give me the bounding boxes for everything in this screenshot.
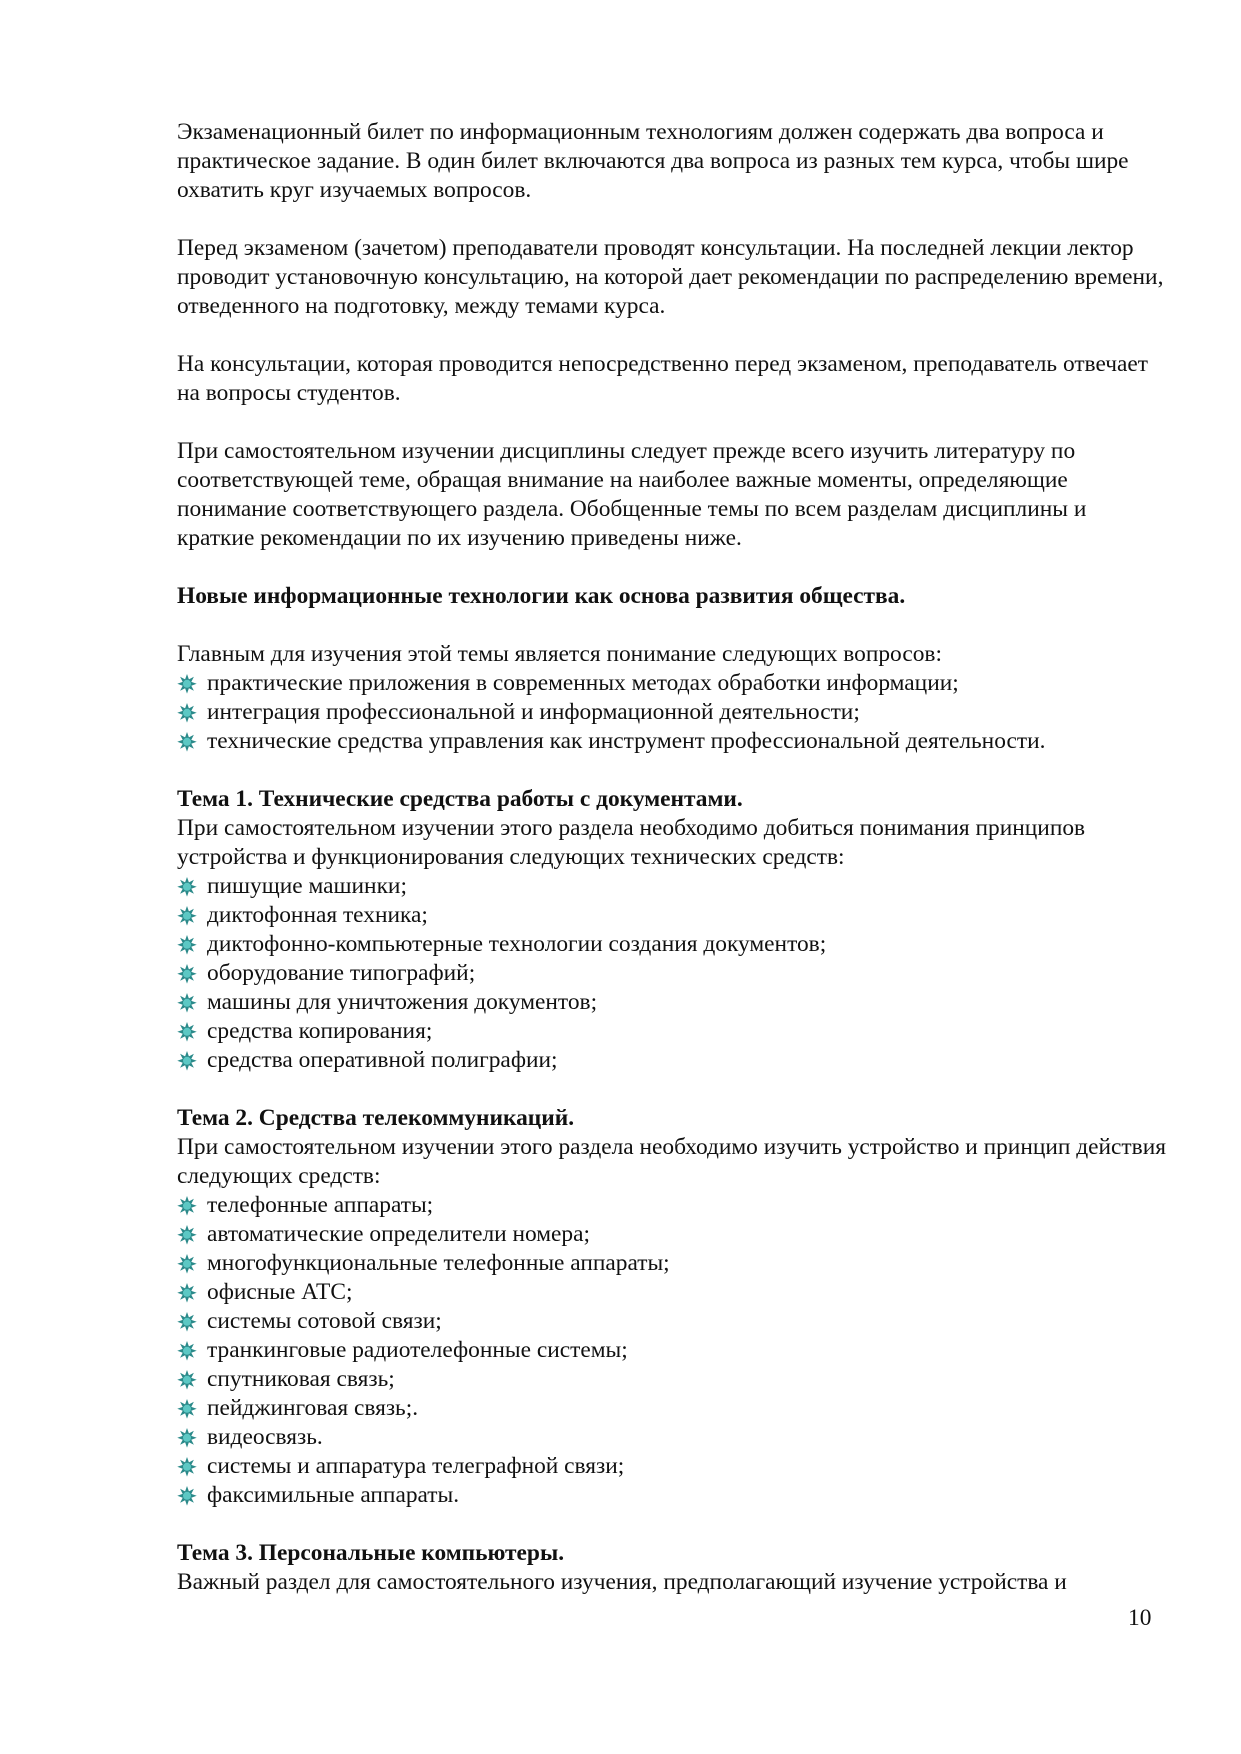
list-item: системы и аппаратура телеграфной связи; [177,1452,1167,1481]
list-item: машины для уничтожения документов; [177,988,1167,1017]
star-bullet-icon [177,674,197,694]
list-item: диктофонно-компьютерные технологии создания документов; [177,930,1167,959]
list-item: многофункциональные телефонные аппараты; [177,1249,1167,1278]
list-item: спутниковая связь; [177,1365,1167,1394]
section-intro: Главным для изучения этой темы является понимание следующих вопросов: [177,641,942,667]
section-topic-1 [177,785,1167,1075]
list-item: автоматические определители номера; [177,1220,1167,1249]
star-bullet-icon [177,1341,197,1361]
list-item: офисные АТС; [177,1278,1167,1307]
list-item: диктофонная техника; [177,901,1167,930]
intro-paragraph-1: Экзаменационный билет по информационным технологиям должен содержать два вопроса и практическое задание. В один билет включаются два вопроса из разных тем курса, чтобы шире охватить круг изучаемых вопросов. [177,119,1129,203]
list-item: транкинговые радиотелефонные системы; [177,1336,1167,1365]
star-bullet-icon [177,993,197,1013]
star-bullet-icon [177,1254,197,1274]
list-item: факсимильные аппараты. [177,1481,1167,1510]
star-bullet-icon [177,964,197,984]
star-bullet-icon [177,703,197,723]
list-item: системы сотовой связи; [177,1307,1167,1336]
intro-paragraph-2: Перед экзаменом (зачетом) преподаватели проводят консультации. На последней лекции лектор проводит установочную консультацию, на которой дает рекомендации по распределению времени, отведенного на подготовку, между темами курса. [177,235,1164,319]
section-heading-topic-3: Тема 3. Персональные компьютеры. [177,1540,565,1566]
section-intro: При самостоятельном изучении этого раздела необходимо добиться понимания принципов устройства и функционирования следующих технических средств: [177,815,1086,870]
list-item: пейджинговая связь;. [177,1394,1167,1423]
bullet-list [177,872,1167,1075]
section-new-technologies [177,640,1167,756]
star-bullet-icon [177,1370,197,1390]
star-bullet-icon [177,1283,197,1303]
list-item: интеграция профессиональной и информационной деятельности; [177,698,1167,727]
star-bullet-icon [177,732,197,752]
section-heading-new-technologies: Новые информационные технологии как основа развития общества. [177,583,906,609]
list-item: практические приложения в современных методах обработки информации; [177,669,1167,698]
bullet-list [177,1191,1167,1510]
star-bullet-icon [177,877,197,897]
star-bullet-icon [177,906,197,926]
star-bullet-icon [177,1312,197,1332]
section-topic-3 [177,1539,1167,1597]
star-bullet-icon [177,1225,197,1245]
bullet-list [177,669,1167,756]
list-item: средства оперативной полиграфии; [177,1046,1167,1075]
section-heading-topic-2: Тема 2. Средства телекоммуникаций. [177,1105,575,1131]
star-bullet-icon [177,1051,197,1071]
star-bullet-icon [177,1428,197,1448]
list-item: технические средства управления как инструмент профессиональной деятельности. [177,727,1167,756]
section-intro: Важный раздел для самостоятельного изучения, предполагающий изучение устройства и [177,1569,1067,1595]
star-bullet-icon [177,1196,197,1216]
section-heading-topic-1: Тема 1. Технические средства работы с документами. [177,786,743,812]
star-bullet-icon [177,935,197,955]
star-bullet-icon [177,1022,197,1042]
list-item: видеосвязь. [177,1423,1167,1452]
section-topic-2 [177,1104,1167,1510]
star-bullet-icon [177,1486,197,1506]
page-number: 10 [1128,1605,1152,1631]
list-item: пишущие машинки; [177,872,1167,901]
star-bullet-icon [177,1399,197,1419]
intro-paragraph-4: При самостоятельном изучении дисциплины следует прежде всего изучить литературу по соответствующей теме, обращая внимание на наиболее важные моменты, определяющие понимание соответствующего раздела. Обобщенные темы по всем разделам дисциплины и краткие рекомендации по их изучению приведены ниже. [177,438,1087,551]
list-item: оборудование типографий; [177,959,1167,988]
section-intro: При самостоятельном изучении этого раздела необходимо изучить устройство и принцип действия следующих средств: [177,1134,1166,1189]
star-bullet-icon [177,1457,197,1477]
document-page [177,118,1167,1597]
list-item: телефонные аппараты; [177,1191,1167,1220]
intro-paragraph-3: На консультации, которая проводится непосредственно перед экзаменом, преподаватель отвечает на вопросы студентов. [177,351,1149,406]
list-item: средства копирования; [177,1017,1167,1046]
